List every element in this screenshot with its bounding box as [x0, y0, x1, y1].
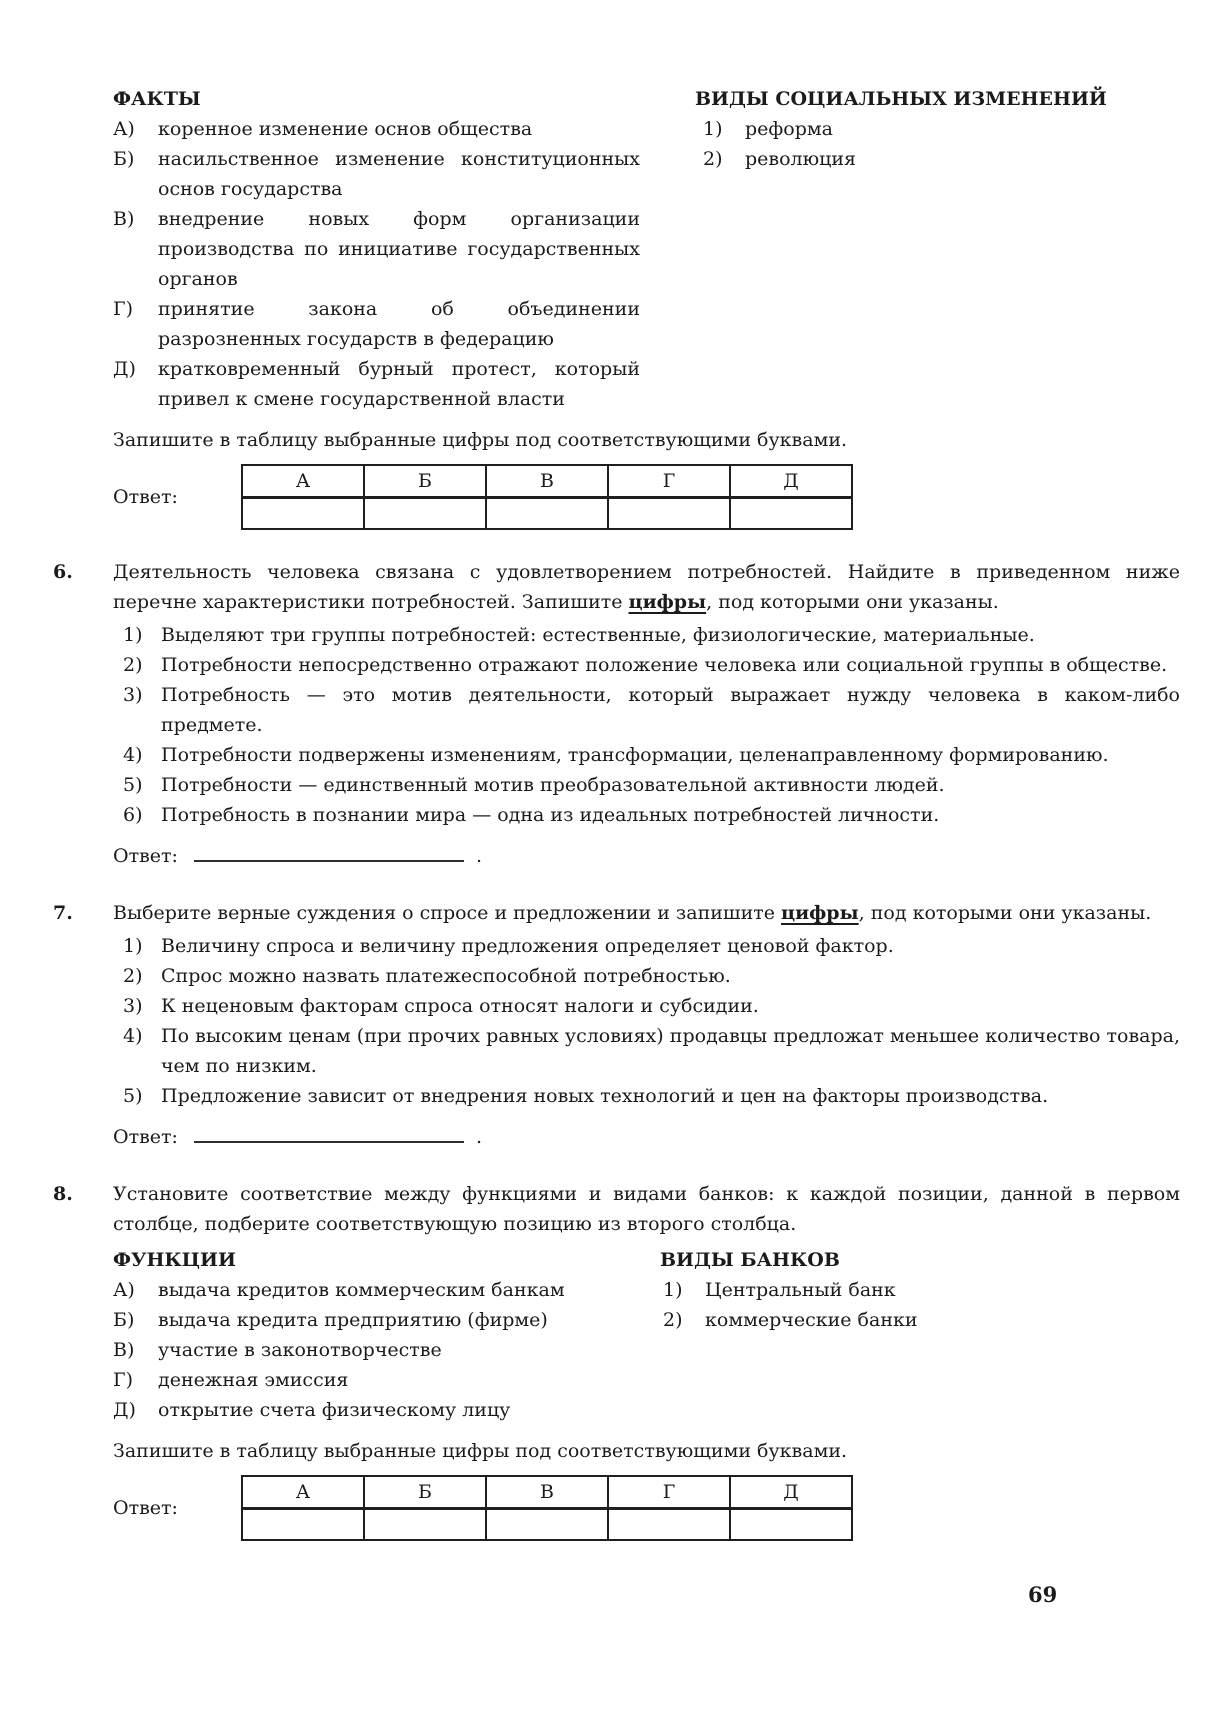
page-number: 69 — [1028, 1582, 1058, 1607]
question-text — [113, 557, 1180, 617]
option-label: 3) — [123, 995, 143, 1017]
answer-cell — [730, 1509, 852, 1541]
option-label: 4) — [123, 1025, 143, 1047]
option-text: Потребности — единственный мотив преобразовательной активности людей. — [161, 774, 945, 796]
fact-item-label: А) — [113, 118, 135, 140]
fact-item — [113, 294, 640, 354]
fact-item-text: принятие закона об объединении разрозненных государств в федерацию — [158, 298, 640, 350]
option-label: 2) — [123, 654, 143, 676]
fact-item-label: Г) — [113, 298, 133, 320]
option-item — [113, 1021, 1180, 1081]
answer-suffix: . — [475, 845, 482, 867]
function-item — [113, 1365, 573, 1395]
function-item — [113, 1395, 573, 1425]
function-item-text: выдача кредитов коммерческим банкам — [158, 1279, 565, 1301]
option-item — [113, 650, 1180, 680]
answer-cell — [364, 498, 486, 530]
option-text: Потребности подвержены изменениям, трансформации, целенаправленному формированию. — [161, 744, 1109, 766]
bank-type-item — [660, 1305, 1180, 1335]
option-item — [113, 740, 1180, 770]
answer-cell — [486, 1509, 608, 1541]
answer-cell — [242, 498, 364, 530]
social-change-item — [695, 144, 1180, 174]
functions-header: ФУНКЦИИ — [113, 1249, 236, 1271]
option-label: 5) — [123, 774, 143, 796]
function-item-label: В) — [113, 1339, 135, 1361]
answer-table-input-row — [242, 498, 852, 530]
function-item-label: А) — [113, 1279, 135, 1301]
fact-item-text: насильственное изменение конституционных основ государства — [158, 148, 640, 200]
social-changes-header: ВИДЫ СОЦИАЛЬНЫХ ИЗМЕНЕНИЙ — [695, 88, 1107, 110]
answer-table-header-cell: Б — [364, 1476, 486, 1509]
function-item — [113, 1335, 573, 1365]
question-text-after: , под которыми они указаны. — [706, 591, 999, 613]
answer-table-header-cell: А — [242, 1476, 364, 1509]
option-text: Величину спроса и величину предложения определяет ценовой фактор. — [161, 935, 894, 957]
question-7 — [53, 898, 1180, 1152]
question-6 — [53, 557, 1180, 871]
answer-cell — [608, 1509, 730, 1541]
option-text: Спрос можно назвать платежеспособной потребностью. — [161, 965, 731, 987]
question-number: 6. — [53, 561, 73, 583]
answer-table — [241, 1475, 853, 1541]
fact-item-text: кратковременный бурный протест, который привел к смене государственной власти — [158, 358, 640, 410]
fact-item-text: коренное изменение основ общества — [158, 118, 533, 140]
option-label: 5) — [123, 1085, 143, 1107]
option-label: 1) — [123, 624, 143, 646]
option-item — [113, 680, 1180, 740]
matching-block-social-changes — [113, 84, 1180, 530]
option-text: Выделяют три группы потребностей: естественные, физиологические, материальные. — [161, 624, 1035, 646]
function-item — [113, 1305, 573, 1335]
option-label: 6) — [123, 804, 143, 826]
facts-header: ФАКТЫ — [113, 88, 201, 110]
answer-label: Ответ: — [113, 1497, 178, 1519]
answer-blank-row — [113, 841, 1180, 871]
option-text: Потребности непосредственно отражают положение человека или социальной группы в обществе. — [161, 654, 1168, 676]
question-options — [113, 620, 1180, 830]
function-item-text: участие в законотворчестве — [158, 1339, 442, 1361]
social-change-item-label: 1) — [703, 118, 723, 140]
answer-table-header-cell: Б — [364, 465, 486, 498]
option-item — [113, 1081, 1180, 1111]
bank-type-item-text: коммерческие банки — [705, 1309, 918, 1331]
option-item — [113, 961, 1180, 991]
option-text: Предложение зависит от внедрения новых технологий и цен на факторы производства. — [161, 1085, 1049, 1107]
question-options — [113, 931, 1180, 1111]
answer-cell — [242, 1509, 364, 1541]
option-label: 1) — [123, 935, 143, 957]
matching-columns — [113, 1245, 1180, 1425]
bank-types-header: ВИДЫ БАНКОВ — [660, 1249, 840, 1271]
fact-item — [113, 144, 640, 204]
answer-label: Ответ: — [113, 845, 178, 867]
matching-columns — [113, 84, 1180, 414]
question-text-after: , под которыми они указаны. — [858, 902, 1152, 924]
option-label: 2) — [123, 965, 143, 987]
question-text-emphasis: цифры — [628, 591, 707, 613]
answer-table-header-row — [242, 465, 852, 498]
answer-table-header-cell: В — [486, 465, 608, 498]
answer-cell — [364, 1509, 486, 1541]
question-8 — [53, 1179, 1180, 1541]
page-content — [53, 84, 1180, 1541]
answer-suffix: . — [475, 1126, 482, 1148]
option-text: Потребность в познании мира — одна из идеальных потребностей личности. — [161, 804, 940, 826]
table-instruction: Запишите в таблицу выбранные цифры под соответствующими буквами. — [113, 429, 848, 451]
question-number: 8. — [53, 1183, 73, 1205]
option-label: 3) — [123, 684, 143, 706]
fact-item — [113, 204, 640, 294]
fact-item-text: внедрение новых форм организации производства по инициативе государственных органов — [158, 208, 640, 290]
question-text-emphasis: цифры — [781, 902, 859, 924]
option-text: Потребность — это мотив деятельности, который выражает нужду человека в каком-либо предмете. — [161, 684, 1180, 736]
option-item — [113, 800, 1180, 830]
social-change-item-text: революция — [745, 148, 857, 170]
answer-cell — [730, 498, 852, 530]
option-text: По высоким ценам (при прочих равных условиях) продавцы предложат меньшее количество товара, чем по низким. — [161, 1025, 1180, 1077]
function-item-text: денежная эмиссия — [158, 1369, 349, 1391]
question-text: Установите соответствие между функциями и видами банков: к каждой позиции, данной в первом столбце, подберите соответствующую позицию из второго столбца. — [113, 1183, 1180, 1235]
answer-table-header-cell: Д — [730, 465, 852, 498]
fact-item — [113, 114, 640, 144]
option-item — [113, 770, 1180, 800]
answer-table-header-cell: Д — [730, 1476, 852, 1509]
social-change-item-text: реформа — [745, 118, 833, 140]
answer-table-row — [113, 1475, 1180, 1541]
answer-table-header-cell: Г — [608, 1476, 730, 1509]
answer-blank-line — [194, 1126, 464, 1143]
question-text-before: Выберите верные суждения о спросе и предложении и запишите — [113, 902, 782, 924]
answer-table — [241, 464, 853, 530]
fact-item — [113, 354, 640, 414]
bank-type-item-label: 1) — [663, 1279, 683, 1301]
fact-item-label: Б) — [113, 148, 135, 170]
bank-type-item-label: 2) — [663, 1309, 683, 1331]
fact-item-label: Д) — [113, 358, 136, 380]
functions-column — [113, 1245, 573, 1425]
question-number: 7. — [53, 902, 73, 924]
answer-table-row — [113, 464, 1180, 530]
answer-table-input-row — [242, 1509, 852, 1541]
option-item — [113, 620, 1180, 650]
bank-type-item — [660, 1275, 1180, 1305]
facts-column — [113, 84, 640, 414]
function-item-label: Б) — [113, 1309, 135, 1331]
function-item-text: выдача кредита предприятию (фирме) — [158, 1309, 548, 1331]
option-text: К неценовым факторам спроса относят налоги и субсидии. — [161, 995, 759, 1017]
option-item — [113, 931, 1180, 961]
answer-blank-row — [113, 1122, 1180, 1152]
answer-label: Ответ: — [113, 1126, 178, 1148]
social-changes-column — [695, 84, 1180, 414]
answer-cell — [486, 498, 608, 530]
function-item — [113, 1275, 573, 1305]
question-text — [113, 898, 1180, 928]
answer-table-header-cell: В — [486, 1476, 608, 1509]
function-item-text: открытие счета физическому лицу — [158, 1399, 511, 1421]
bank-types-column — [660, 1245, 1180, 1425]
answer-table-header-cell: Г — [608, 465, 730, 498]
fact-item-label: В) — [113, 208, 135, 230]
answer-cell — [608, 498, 730, 530]
bank-type-item-text: Центральный банк — [705, 1279, 896, 1301]
option-label: 4) — [123, 744, 143, 766]
table-instruction: Запишите в таблицу выбранные цифры под соответствующими буквами. — [113, 1440, 848, 1462]
answer-table-header-row — [242, 1476, 852, 1509]
question-text-before: Деятельность человека связана с удовлетворением потребностей. Найдите в приведенном ниже перечне характеристики потребностей. Запишите — [113, 561, 1180, 613]
answer-label: Ответ: — [113, 486, 178, 508]
answer-table-header-cell: А — [242, 465, 364, 498]
answer-blank-line — [194, 845, 464, 862]
function-item-label: Г) — [113, 1369, 133, 1391]
social-change-item — [695, 114, 1180, 144]
function-item-label: Д) — [113, 1399, 136, 1421]
option-item — [113, 991, 1180, 1021]
social-change-item-label: 2) — [703, 148, 723, 170]
